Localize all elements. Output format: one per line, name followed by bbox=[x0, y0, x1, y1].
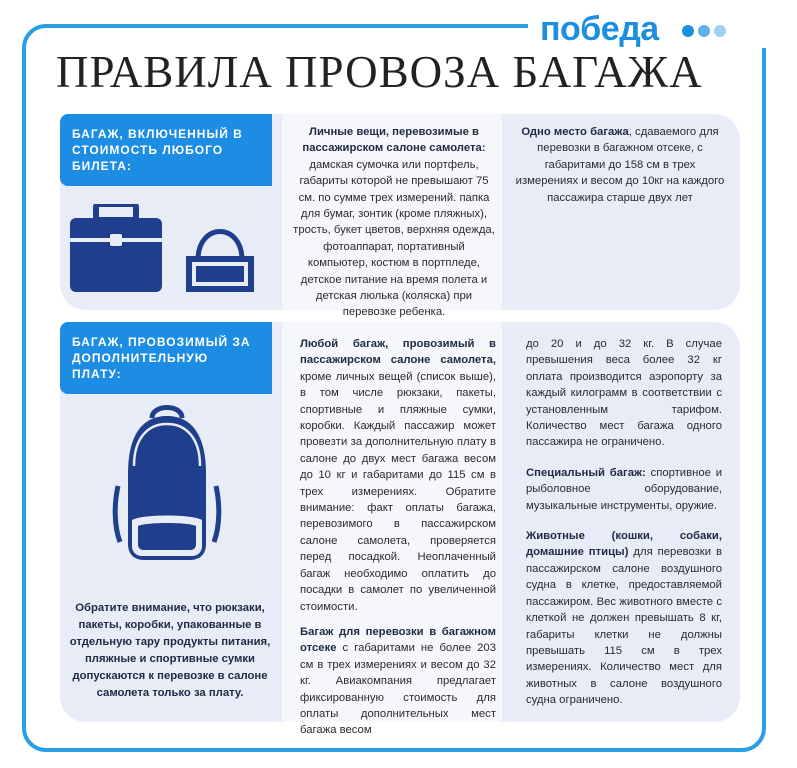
extra-bag-text bbox=[526, 336, 722, 718]
section-paid-tag: БАГАЖ, ПРОВОЗИМЫЙ ЗА ДОПОЛНИТЕЛЬНУЮ ПЛАТУ: bbox=[60, 322, 272, 394]
special-bag-body: спортивное и рыболовное оборудование, музыкальные инструменты, оружие. bbox=[526, 466, 722, 512]
cabin-bag-body: кроме личных вещей (список выше), в том числе рюкзаки, пакеты, спортивные и пляжные сумки, коробки. Каждый пассажир может провезти за дополнительную плату в салоне до двух мест багажа весом до 10 кг и габаритами до 115 см в трех измерениях. Обратите внимание: факт оплаты багажа, перевозимого в пассажирском салоне самолета, проверяется перед посадкой. Неоплаченный багаж необходимо оплатить до посадки в самолет по увеличенной стоимости. bbox=[300, 370, 496, 613]
brand-logo: победа bbox=[540, 10, 659, 48]
backpack-icon bbox=[112, 404, 222, 564]
checked-bag-text bbox=[512, 124, 728, 206]
personal-items-text bbox=[292, 124, 496, 321]
personal-items-heading: Личные вещи, перевозимые в пассажирском салоне самолета: bbox=[302, 126, 486, 155]
cabin-bag-heading: Любой багаж, провозимый в пассажирском салоне самолета, bbox=[300, 338, 496, 367]
personal-items-body: дамская сумочка или портфель, габариты которой не превышают 75 см. по сумме трех измерений. папка для бумаг, зонтик (кроме пляжных), трость, букет цветов, верхняя одежда, фотоаппарат, портативный компьютер, костюм в портпледе, детское питание на время полета и детская люлька (коляска) при перевозке ребенка. bbox=[293, 158, 495, 319]
special-bag-heading: Специальный багаж: bbox=[526, 466, 646, 479]
page-title: ПРАВИЛА ПРОВОЗА БАГАЖА bbox=[56, 47, 703, 97]
brand-dot bbox=[682, 25, 694, 37]
brand-dot bbox=[714, 25, 726, 37]
handbag-icon bbox=[184, 216, 256, 296]
animals-body: для перевозки в пассажирском салоне воздушного судна в клетке, предоставляемой пассажиром. Вес животного вместе с клеткой не должен превышать 8 кг, габариты клетки не должны превышать 115 см в трех измерениях. Количество мест для животных в салоне воздушного судна ограничено. bbox=[526, 546, 722, 707]
animals-heading: Животные (кошки, собаки, домашние птицы) bbox=[526, 530, 722, 559]
checked-bag-heading: Одно место багажа bbox=[521, 126, 629, 138]
checked-bag-body: , сдаваемого для перевозки в багажном отсеке, с габаритами до 158 см в трех измерениях и весом до 10кг на каждого пассажира старше двух лет bbox=[515, 126, 725, 204]
briefcase-icon bbox=[66, 204, 166, 294]
brand-logo-area bbox=[528, 8, 768, 48]
brand-dot bbox=[698, 25, 710, 37]
cabin-bag-text bbox=[300, 336, 496, 748]
overweight-body: до 20 и до 32 кг. В случае превышения веса более 32 кг оплата производится аэропорту за каждый килограмм в соответствии с установленным тарифом. Количество мест багажа одного пассажира не ограничено. bbox=[526, 338, 722, 449]
hold-bag-body: с габаритами не более 203 см в трех измерениях и весом до 32 кг. Авиакомпания предлагает фиксированную стоимость для оплаты дополнительных мест багажа весом bbox=[300, 642, 496, 737]
section-included-tag: БАГАЖ, ВКЛЮЧЕННЫЙ В СТОИМОСТЬ ЛЮБОГО БИЛЕТА: bbox=[60, 114, 272, 186]
hold-bag-heading: Багаж для перевозки в багажном отсеке bbox=[300, 625, 496, 655]
paid-bag-note: Обратите внимание, что рюкзаки, пакеты, коробки, упакованные в отдельную тару продукты питания, пляжные и спортивные сумки допускаются к перевозке в салоне самолета только за плату. bbox=[69, 602, 271, 699]
